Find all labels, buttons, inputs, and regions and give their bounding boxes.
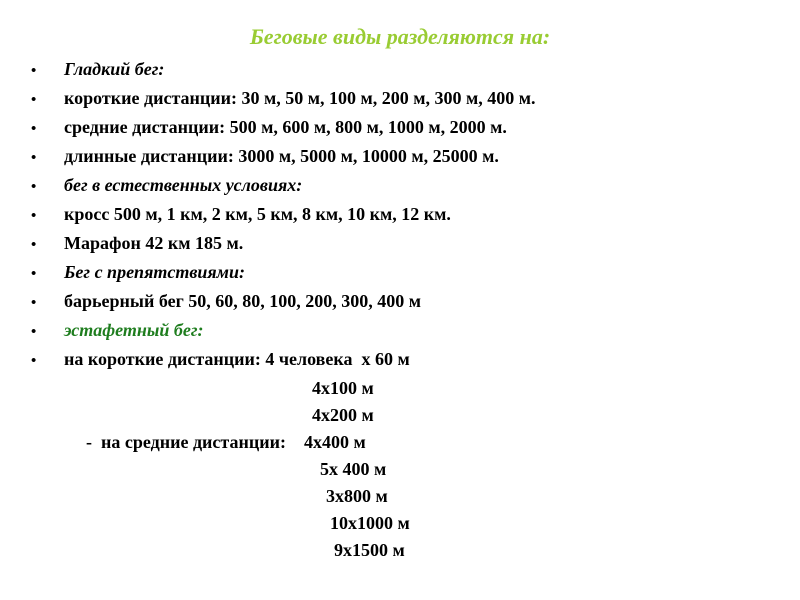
bullet-marker: •	[31, 92, 37, 108]
bullet-marker: •	[31, 237, 37, 253]
list-item-smooth-run	[0, 56, 800, 85]
bullet-list	[0, 56, 800, 375]
bullet-marker: •	[31, 150, 37, 166]
relay-line-middle-distances: - на средние дистанции: 4х400 м	[86, 432, 366, 452]
list-item-text: кросс 500 м, 1 км, 2 км, 5 км, 8 км, 10 км, 12 км.	[64, 204, 451, 224]
list-item-relay-run	[0, 317, 800, 346]
list-item-marathon	[0, 230, 800, 259]
list-item-short-distances	[0, 85, 800, 114]
relay-line-10x1000: 10х1000 м	[330, 513, 410, 533]
list-item-text: бег в естественных условиях:	[64, 175, 303, 195]
bullet-marker: •	[31, 295, 37, 311]
slide-title: Беговые виды разделяются на:	[249, 24, 551, 49]
list-item-obstacle-run	[0, 259, 800, 288]
list-item-cross	[0, 201, 800, 230]
bullet-marker: •	[31, 324, 37, 340]
list-item-text: длинные дистанции: 3000 м, 5000 м, 10000 м, 25000 м.	[64, 146, 499, 166]
list-item-text: эстафетный бег:	[64, 320, 204, 340]
list-item-middle-distances	[0, 114, 800, 143]
bullet-marker: •	[31, 179, 37, 195]
list-item-text: средние дистанции: 500 м, 600 м, 800 м, 1000 м, 2000 м.	[64, 117, 507, 137]
list-item-text: Бег с препятствиями:	[64, 262, 245, 282]
bullet-marker: •	[31, 208, 37, 224]
relay-details-block	[0, 375, 800, 564]
relay-line-4x200: 4х200 м	[312, 405, 374, 425]
relay-line-5x400: 5х 400 м	[320, 459, 387, 479]
relay-line-3x800: 3х800 м	[326, 486, 388, 506]
list-item-text: Марафон 42 км 185 м.	[64, 233, 244, 253]
bullet-marker: •	[31, 353, 37, 369]
list-item-natural-conditions	[0, 172, 800, 201]
list-item-long-distances	[0, 143, 800, 172]
relay-line-4x100: 4х100 м	[312, 378, 374, 398]
list-item-text: на короткие дистанции: 4 человека х 60 м	[64, 349, 410, 369]
relay-line-9x1500: 9х1500 м	[334, 540, 405, 560]
bullet-marker: •	[31, 266, 37, 282]
list-item-relay-short	[0, 346, 800, 375]
list-item-text: короткие дистанции: 30 м, 50 м, 100 м, 200 м, 300 м, 400 м.	[64, 88, 536, 108]
list-item-text: Гладкий бег:	[64, 59, 165, 79]
list-item-hurdle-run	[0, 288, 800, 317]
list-item-text: барьерный бег 50, 60, 80, 100, 200, 300, 400 м	[64, 291, 422, 311]
bullet-marker: •	[31, 63, 37, 79]
bullet-marker: •	[31, 121, 37, 137]
